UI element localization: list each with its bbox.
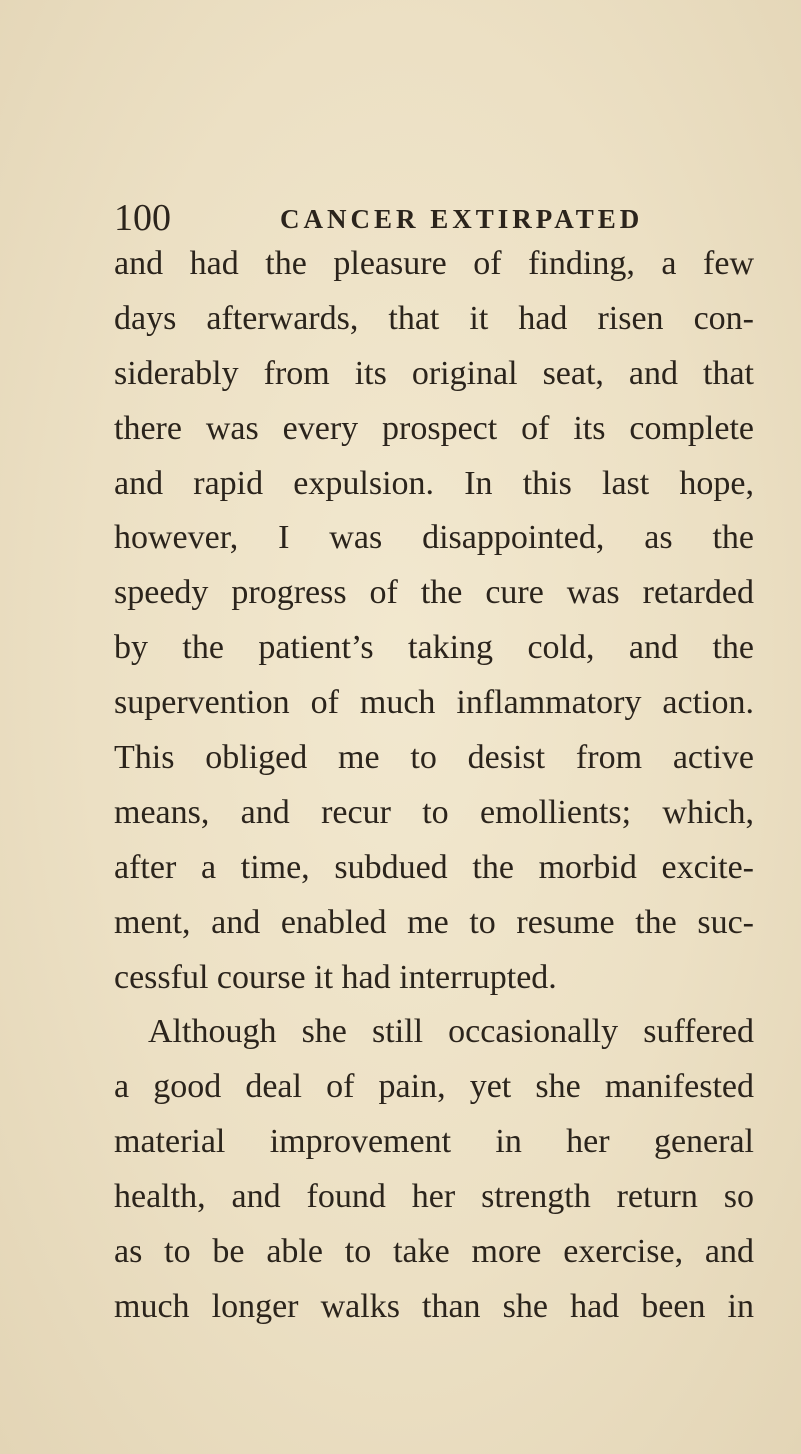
text-line: as to be able to take more exercise, and [114,1233,754,1271]
text-line: much longer walks than she had been in [114,1287,754,1325]
text-line: material improvement in her general [114,1123,754,1161]
text-line: however, I was disappointed, as the [114,519,754,557]
text-line: health, and found her strength return so [114,1178,754,1216]
running-title: CANCER EXTIRPATED [280,204,644,234]
text-line: This obliged me to desist from active [114,739,754,777]
text-line: after a time, subdued the morbid excite- [114,848,754,886]
text-line: means, and recur to emollients; which, [114,793,754,831]
text-line: by the patient’s taking cold, and the [114,629,754,667]
text-line: siderably from its original seat, and that [114,354,754,392]
body-text [114,237,754,1335]
text-line: supervention of much inflammatory action. [114,684,754,722]
text-line: Although she still occasionally suffered [148,1013,754,1051]
text-line: days afterwards, that it had risen con- [114,299,754,337]
text-line: ment, and enabled me to resume the suc- [114,903,754,941]
running-head [114,193,754,243]
page-number: 100 [114,197,171,239]
paragraph-1 [114,237,754,1005]
text-line: and had the pleasure of finding, a few [114,245,754,282]
text-line: cessful course it had interrupted. [114,958,557,996]
text-line: there was every prospect of its complete [114,409,754,447]
text-line: and rapid expulsion. In this last hope, [114,464,754,502]
paragraph-2 [114,1005,754,1334]
text-line: a good deal of pain, yet she manifested [114,1068,754,1106]
text-line: speedy progress of the cure was retarded [114,574,754,612]
